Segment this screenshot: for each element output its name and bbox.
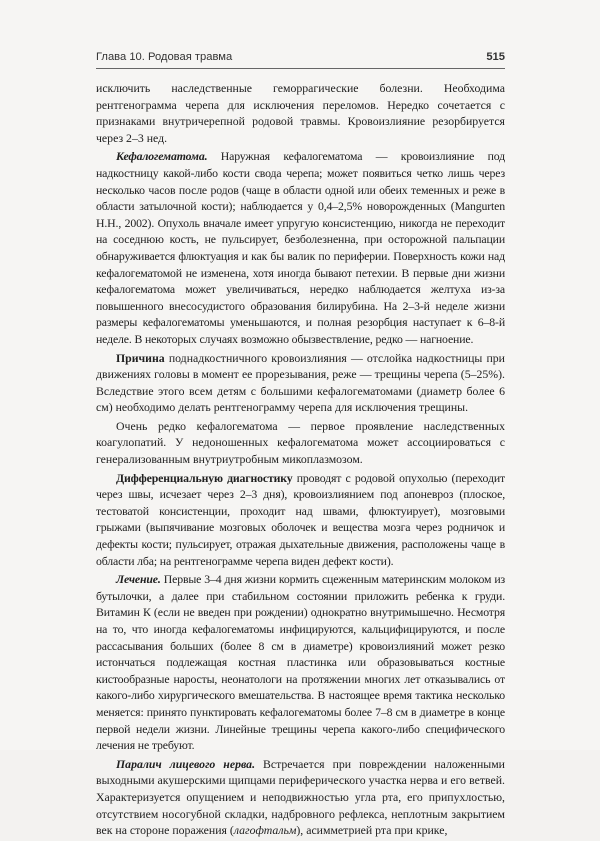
- page-number: 515: [486, 51, 505, 63]
- term-cause: Причина: [116, 350, 165, 365]
- paragraph-coagulopathy: Очень редко кефалогематома — первое проявление наследственных коагулопатий. У недоношенных кефалогематома может ассоциироваться с генерализованным внутриутробным микоплазмозом.: [96, 418, 505, 467]
- term-facial-palsy: Паралич лицевого нерва.: [116, 756, 256, 771]
- paragraph-treatment: [96, 571, 505, 754]
- paragraph-facial-palsy: [96, 756, 505, 839]
- chapter-title: Глава 10. Родовая травма: [96, 51, 233, 63]
- paragraph-differential: [96, 470, 505, 570]
- paragraph-cause: [96, 350, 505, 416]
- paragraph-cephalohematoma: [96, 148, 505, 347]
- paragraph-text: поднадкостничного кровоизлияния — отслойка надкостницы при движениях головы в момент ее прорезывания, реже — трещины черепа (5–25%). Вследствие этого всем детям с большими кефалогематомами (диаметр более 6 см) необходимо делать рентгенограмму черепа для исключения трещины.: [96, 350, 505, 415]
- paragraph-text: Встречается при повреждении наложенными выходными акушерскими щипцами периферического участка нерва и его ветвей. Характеризуется опущением и неподвижностью угла рта, его припухлостью, отсутствием носогубной складки, надбровного рефлекса, неплотным закрытием век на стороне поражения (: [96, 756, 505, 838]
- running-header: [96, 51, 505, 71]
- term-treatment: Лечение.: [116, 572, 161, 587]
- paragraph-text: Первые 3–4 дня жизни кормить сцеженным материнским молоком из бутылочки, а далее при стабильном состоянии приложить ребенка к груди. Витамин К (если не введен при рождении) однократно внутримышечно. Несмотря на то, что иногда кефалогематомы инфицируются, кальцифицируются, и после рассасывания больших (более 8 см в диаметре) кровоизлияний может резко истончаться подлежащая костная пластинка или образовываться костные кистообразные наросты, неонатологи на протяжении многих лет отказывались от какого-либо хирургического вмешательства. В настоящее время тактика несколько меняется: принято пунктировать кефалогематомы более 7–8 см в диаметре в конце первой недели жизни. Линейные трещины черепа какого-либо специфического лечения не требуют.: [96, 572, 505, 753]
- paragraph-intro: исключить наследственные геморрагические болезни. Необходима рентгенограмма черепа для исключения переломов. Нередко сочетается с признаками внутричерепной родовой травмы. Кровоизлияние резорбируется через 2–3 нед.: [96, 81, 505, 145]
- header-rule: [96, 68, 505, 69]
- paragraph-text: Наружная кефалогематома — кровоизлияние под надкостницу какой-либо кости свода черепа; может появиться четко лишь через несколько часов после родов (чаще в области одной или обеих теменных и реже в области затылочной кости); наблюдается у 0,4–2,5% новорожденных (Mangurten H.H., 2002). Опухоль вначале имеет упругую консистенцию, никогда не переходит на соседнюю кость, не пульсирует, безболезненна, при осторожной пальпации обнаруживается флюктуация и как бы валик по периферии. Поверхность кожи над кефалогематомой не изменена, хотя иногда бывают петехии. В первые дни жизни кефалогематома может увеличиваться, нередко наблюдается желтуха из-за повышенного внесосудистого образования билирубина. На 2–3-й неделе жизни размеры кефалогематомы уменьшаются, и полная резорбция наступает к 6–8-й неделе. В некоторых случаях возможно обызвествление, редко — нагноение.: [96, 149, 505, 346]
- paragraph-text: проводят с родовой опухолью (переходит через швы, исчезает через 2–3 дня), кровоизлиянием под апоневроз (плоское, тестоватой консистенции, проходит над швами, флюктуирует), мозговыми грыжами (выпячивание мозговых оболочек и вещества мозга через родничок и дефекты кости; пульсирует, отражая дыхательные движения, расположены чаще в области лба; на рентгенограмме черепа виден дефект кости).: [96, 470, 505, 568]
- term-lagophthalmos: лагофтальм: [233, 823, 297, 838]
- body-text: [96, 80, 505, 841]
- term-cephalohematoma: Кефалогематома.: [116, 149, 208, 164]
- term-differential: Дифференциальную диагностику: [116, 470, 293, 485]
- paragraph-text: ), асимметрией рта при крике,: [296, 823, 448, 838]
